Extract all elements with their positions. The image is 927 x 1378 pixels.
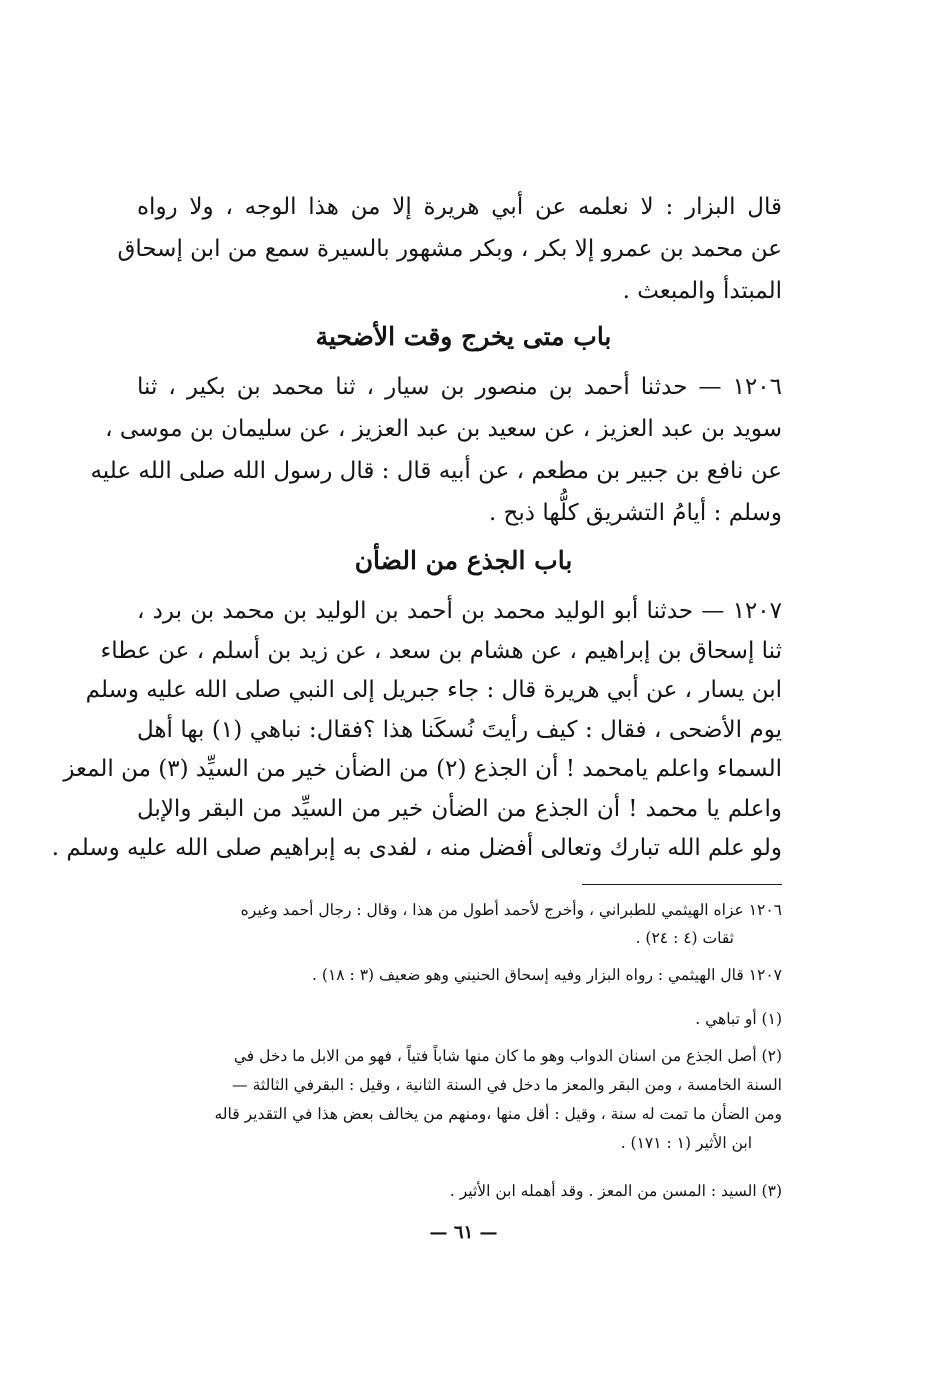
footnote-line: ابن الأثير (١ : ١٧١) . — [620, 1134, 752, 1152]
footnote-line: (١) أو تباهي . — [695, 1010, 782, 1028]
chapter-heading: باب متى يخرج وقت الأضحية — [315, 322, 612, 351]
footnote-note-3 — [132, 1177, 782, 1205]
text-line: يوم الأضحى ، فقال : كيف رأيتَ نُسكَنا هذا ؟فقال: نباهي (١) بها أهل — [137, 716, 782, 743]
hadith-1206 — [90, 366, 782, 534]
footnote-1206 — [132, 896, 782, 952]
text-line: قال البزار : لا نعلمه عن أبي هريرة إلا من هذا الوجه ، ولا رواه — [137, 194, 782, 220]
text-line: عن محمد بن عمرو إلا بكر ، وبكر مشهور بالسيرة سمع من ابن إسحاق — [117, 236, 782, 262]
footnote-note-2 — [132, 1042, 782, 1158]
chapter-heading: باب الجذع من الضأن — [354, 546, 573, 575]
footnote-line: (٢) أصل الجذع من اسنان الدواب وهو ما كان منها شاباً فتياً ، فهو من الابل ما دخل في — [233, 1047, 782, 1065]
text-line: وسلم : أيامُ التشريق كلُّها ذبح . — [488, 500, 782, 526]
footnote-line: ١٢٠٦ عزاه الهيثمي للطبراني ، وأخرج لأحمد أطول من هذا ، وقال : رجال أحمد وغيره — [240, 901, 782, 919]
text-line: عن نافع بن جبير بن مطعم ، عن أبيه قال : قال رسول الله صلى الله عليه — [90, 458, 782, 484]
footnote-line: ثقات (٤ : ٢٤) . — [635, 929, 734, 947]
text-line: ثنا إسحاق بن إبراهيم ، عن هشام بن سعد ، عن زيد بن أسلم ، عن عطاء — [100, 637, 782, 664]
text-line: السماء واعلم يامحمد ! أن الجذع (٢) من الضأن خير من السيِّد (٣) من المعز — [63, 756, 782, 782]
hadith-1207 — [51, 592, 782, 869]
footnote-line: (٣) السيد : المسن من المعز . وقد أهمله ابن الأثير . — [449, 1182, 782, 1200]
footnote-separator — [582, 884, 782, 885]
footnote-line: ١٢٠٧ قال الهيثمي : رواه البزار وفيه إسحاق الحنيني وهو ضعيف (٣ : ١٨) . — [312, 966, 782, 984]
footnote-line: ومن الضأن ما تمت له سنة ، وقيل : أقل منها ،ومنهم من يخالف بعض هذا في التقدير قاله — [214, 1105, 782, 1123]
text-line: سويد بن عبد العزيز ، عن سعيد بن عبد العزيز ، عن سليمان بن موسى ، — [105, 416, 782, 442]
text-line: ابن يسار ، عن أبي هريرة قال : جاء جبريل إلى النبي صلى الله عليه وسلم — [85, 677, 782, 703]
footnote-1207 — [132, 961, 782, 989]
text-line: ١٢٠٧ — حدثنا أبو الوليد محمد بن أحمد بن الوليد بن محمد بن برد ، — [137, 598, 782, 624]
text-line: واعلم يا محمد ! أن الجذع من الضأن خير من السيِّد من البقر والإبل — [137, 795, 782, 822]
text-line: المبتدأ والمبعث . — [622, 278, 782, 304]
page-number: — ٦١ — — [429, 1222, 498, 1243]
text-line: ١٢٠٦ — حدثنا أحمد بن منصور بن سيار ، ثنا محمد بن بكير ، ثنا — [137, 374, 782, 400]
intro-paragraph — [117, 186, 782, 312]
footnote-note-1 — [132, 1005, 782, 1033]
text-line: ولو علم الله تبارك وتعالى أفضل منه ، لفدى به إبراهيم صلى الله عليه وسلم . — [51, 835, 782, 861]
footnote-line: السنة الخامسة ، ومن البقر والمعز ما دخل في السنة الثانية ، وقيل : البقرفي الثالثة — — [232, 1076, 782, 1094]
